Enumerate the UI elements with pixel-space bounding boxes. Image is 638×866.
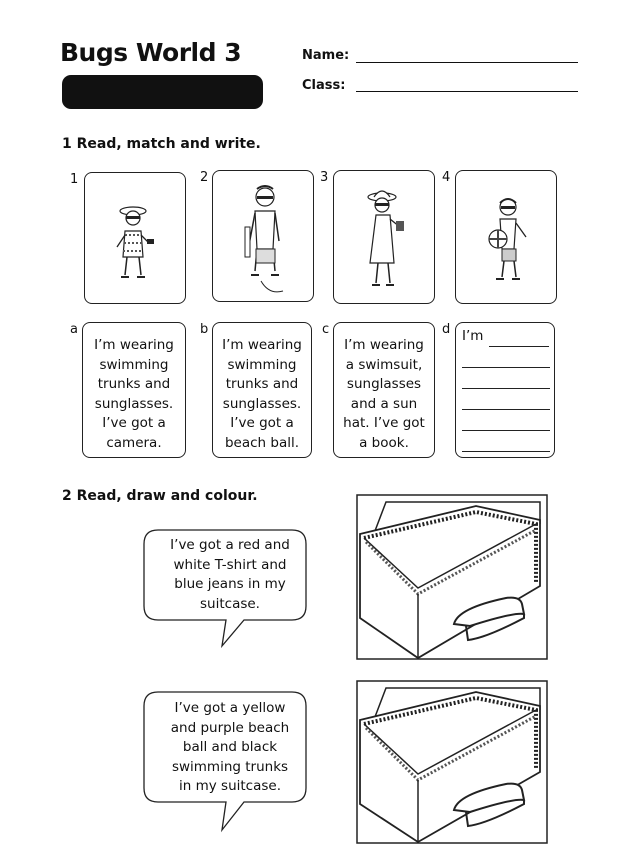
write-line[interactable] xyxy=(462,389,550,410)
bubble-line: and purple beach xyxy=(170,719,290,736)
picture-number-2: 2 xyxy=(200,170,209,185)
text-line: I’m wearing xyxy=(344,337,424,353)
bubble-text-1 xyxy=(146,536,314,614)
text-line: I’ve got a xyxy=(230,415,294,431)
write-line[interactable] xyxy=(462,431,550,452)
text-line: trunks and xyxy=(225,376,299,392)
picture-box-3 xyxy=(333,170,435,304)
text-line: trunks and xyxy=(97,376,171,392)
text-letter-d: d xyxy=(442,322,451,337)
text-line: camera. xyxy=(106,434,162,451)
text-line: a book. xyxy=(359,434,409,451)
picture-box-4 xyxy=(455,170,557,304)
class-field[interactable] xyxy=(356,91,578,92)
picture-number-3: 3 xyxy=(320,170,329,185)
text-line: swimming xyxy=(227,356,297,373)
write-line[interactable] xyxy=(462,368,550,389)
bubble-text-2 xyxy=(146,699,314,797)
bubble-line: ball and black xyxy=(182,739,278,755)
girl-with-camera-icon xyxy=(85,173,185,303)
write-line[interactable] xyxy=(462,410,550,431)
write-line[interactable] xyxy=(462,347,550,368)
worksheet-title: Bugs World 3 xyxy=(60,38,242,67)
name-label: Name: xyxy=(302,48,350,63)
text-start: I’m xyxy=(462,328,484,344)
text-box-a xyxy=(82,322,186,458)
picture-box-1 xyxy=(84,172,186,304)
exercise-2-heading: 2 Read, draw and colour. xyxy=(62,488,258,504)
bubble-line: swimming trunks xyxy=(171,758,289,775)
text-line: a swimsuit, xyxy=(345,356,423,373)
bubble-line: suitcase. xyxy=(200,595,260,612)
exercise-1-heading: 1 Read, match and write. xyxy=(62,136,261,152)
bubble-line: I’ve got a yellow xyxy=(174,700,286,716)
text-line: I’m wearing xyxy=(222,337,302,353)
text-line: I’ve got a xyxy=(102,415,166,431)
boy-with-beach-ball-icon xyxy=(456,171,556,303)
text-line: and a sun xyxy=(350,395,418,412)
bubble-line: in my suitcase. xyxy=(179,778,281,794)
picture-number-4: 4 xyxy=(442,170,451,185)
text-line: I’m wearing xyxy=(94,337,174,353)
text-letter-c: c xyxy=(322,322,330,337)
bubble-line: white T-shirt and xyxy=(173,556,287,573)
write-line[interactable] xyxy=(489,332,549,347)
text-line: beach ball. xyxy=(224,434,300,451)
bubble-line: I’ve got a red and xyxy=(170,537,290,553)
text-line: sunglasses xyxy=(346,376,422,392)
class-label: Class: xyxy=(302,78,346,93)
text-line: hat. I’ve got xyxy=(343,415,425,431)
man-in-swimming-trunks-icon xyxy=(213,171,313,301)
text-line: sunglasses. xyxy=(222,395,302,412)
text-letter-a: a xyxy=(70,322,78,337)
title-banner xyxy=(62,75,263,109)
text-box-b xyxy=(212,322,312,458)
bubble-line: blue jeans in my xyxy=(174,576,286,592)
woman-in-swimsuit-icon xyxy=(334,171,434,303)
text-box-d xyxy=(455,322,555,458)
text-line: sunglasses. xyxy=(94,395,174,412)
picture-number-1: 1 xyxy=(70,172,79,187)
text-box-c xyxy=(333,322,435,458)
suitcase-drawing-2[interactable] xyxy=(356,680,548,844)
name-field[interactable] xyxy=(356,62,578,63)
text-letter-b: b xyxy=(200,322,209,337)
suitcase-drawing-1[interactable] xyxy=(356,494,548,660)
text-line: swimming xyxy=(99,356,169,373)
picture-box-2 xyxy=(212,170,314,302)
